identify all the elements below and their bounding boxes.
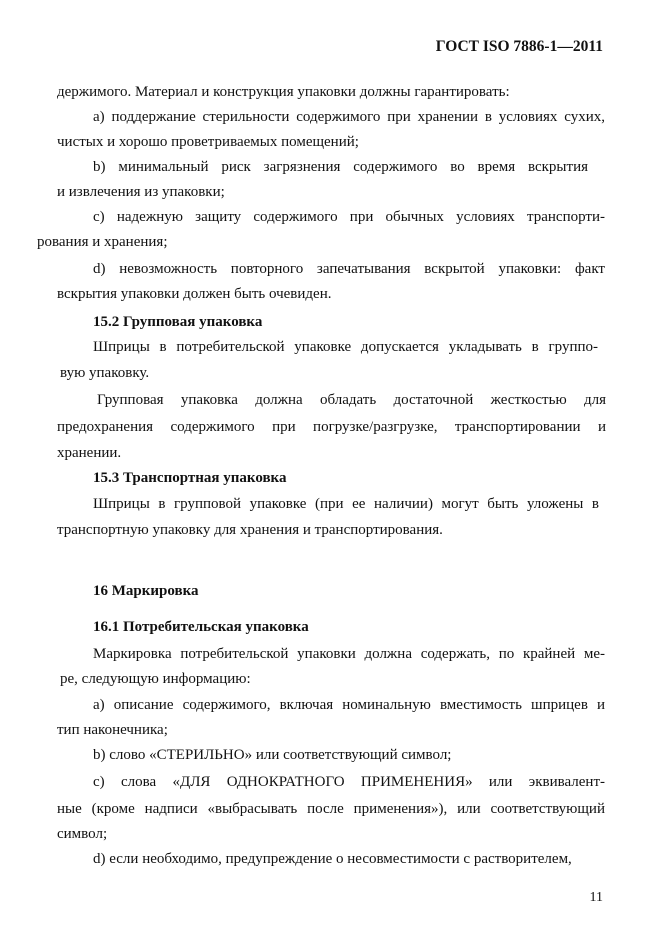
- section-heading-16-1: 16.1 Потребительская упаковка: [93, 619, 309, 635]
- text-line: Маркировка потребительской упаковки должна содержать, по крайней ме-: [93, 646, 605, 662]
- text-line: чистых и хорошо проветриваемых помещений;: [57, 134, 359, 150]
- text-line: ные (кроме надписи «выбрасывать после применения»), или соответствующий: [57, 801, 605, 817]
- section-heading-16: 16 Маркировка: [93, 583, 199, 599]
- text-line: символ;: [57, 826, 108, 842]
- text-line: и извлечения из упаковки;: [57, 184, 225, 200]
- text-line: Шприцы в потребительской упаковке допускается укладывать в группо-: [93, 339, 598, 355]
- text-line: предохранения содержимого при погрузке/разгрузке, транспортировании и: [57, 419, 606, 435]
- text-line: d) невозможность повторного запечатывания вскрытой упаковки: факт: [93, 261, 605, 277]
- section-heading-15-3: 15.3 Транспортная упаковка: [93, 470, 287, 486]
- text-line: а) поддержание стерильности содержимого при хранении в условиях сухих,: [93, 109, 605, 125]
- text-line: вую упаковку.: [60, 365, 150, 381]
- text-line: с) слова «ДЛЯ ОДНОКРАТНОГО ПРИМЕНЕНИЯ» или эквивалент-: [93, 774, 605, 790]
- text-line: ре, следующую информацию:: [60, 671, 251, 687]
- text-line: b) минимальный риск загрязнения содержимого во время вскрытия: [93, 159, 588, 175]
- page-number: 11: [589, 890, 603, 905]
- text-line: Шприцы в групповой упаковке (при ее наличии) могут быть уложены в: [93, 496, 599, 512]
- text-line: держимого. Материал и конструкция упаковки должны гарантировать:: [57, 84, 510, 100]
- text-line: d) если необходимо, предупреждение о несовместимости с растворителем,: [93, 851, 572, 867]
- text-line: с) надежную защиту содержимого при обычных условиях транспорти-: [93, 209, 605, 225]
- text-line: тип наконечника;: [57, 722, 168, 738]
- text-line: транспортную упаковку для хранения и транспортирования.: [57, 522, 443, 538]
- text-line: рования и хранения;: [37, 234, 168, 250]
- text-line: вскрытия упаковки должен быть очевиден.: [57, 286, 332, 302]
- text-line: Групповая упаковка должна обладать достаточной жесткостью для: [97, 392, 606, 408]
- document-header: ГОСТ ISO 7886-1—2011: [435, 38, 603, 55]
- text-line: а) описание содержимого, включая номинальную вместимость шприцев и: [93, 697, 605, 713]
- section-heading-15-2: 15.2 Групповая упаковка: [93, 314, 263, 330]
- text-line: b) слово «СТЕРИЛЬНО» или соответствующий символ;: [93, 747, 452, 763]
- text-line: хранении.: [57, 445, 122, 461]
